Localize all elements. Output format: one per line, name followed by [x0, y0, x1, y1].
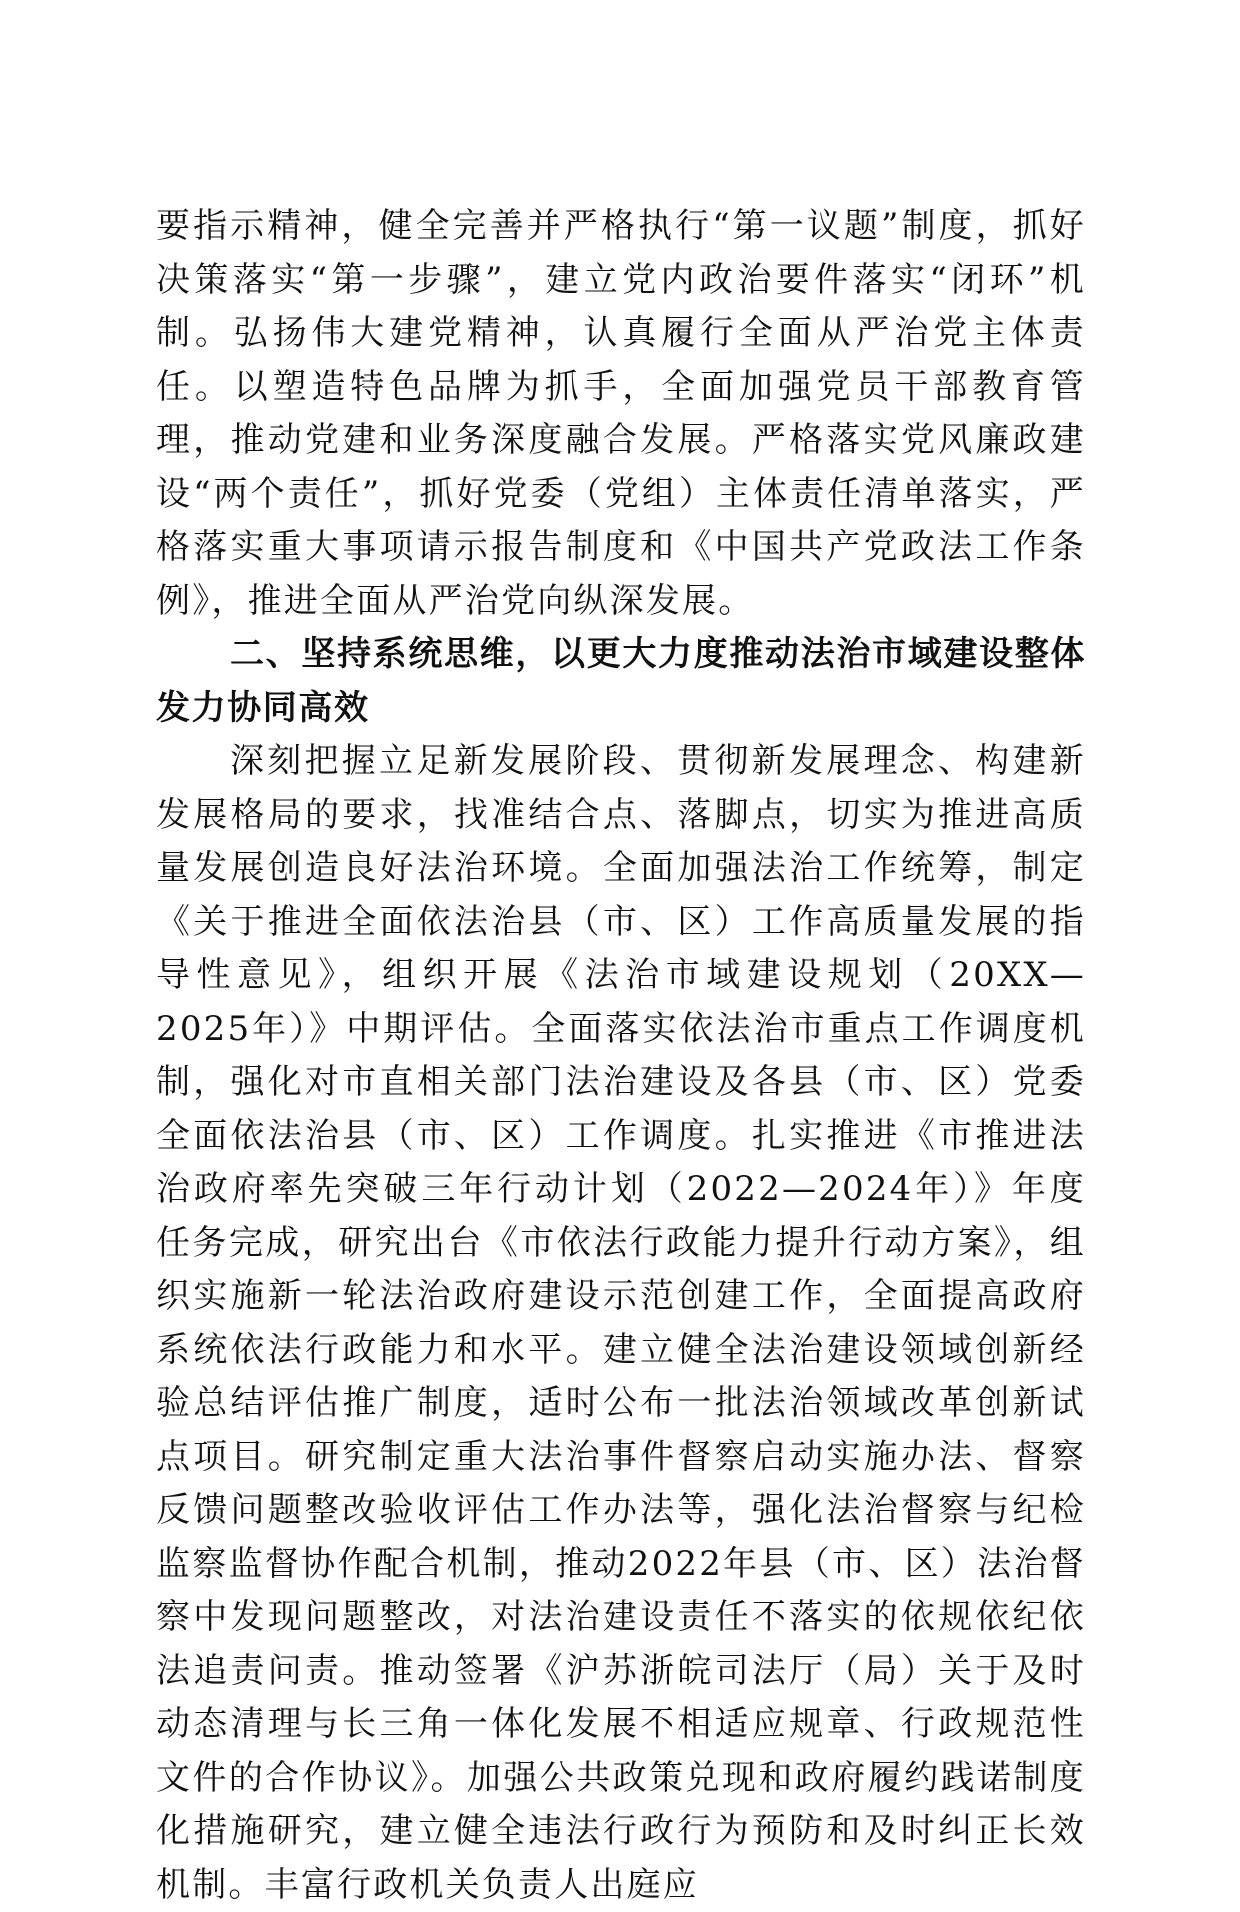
section-heading-2: 二、坚持系统思维，以更大力度推动法治市域建设整体发力协同高效 [156, 634, 1086, 728]
paragraph-party-building: 要指示精神，健全完善并严格执行“第一议题”制度，抓好决策落实“第一步骤”，建立党内政治要件落实“闭环”机制。弘扬伟大建党精神，认真履行全面从严治党主体责任。以塑造特色品牌为抓手，全面加强党员干部教育管理，推动党建和业务深度融合发展。严格落实党风廉政建设“两个责任”，抓好党委（党组）主体责任清单落实，严格落实重大事项请示报告制度和《中国共产党政法工作条例》，推进全面从严治党向纵深发展。 [156, 206, 1086, 621]
document-body [156, 200, 1086, 1912]
paragraph-rule-of-law: 深刻把握立足新发展阶段、贯彻新发展理念、构建新发展格局的要求，找准结合点、落脚点，切实为推进高质量发展创造良好法治环境。全面加强法治工作统筹，制定《关于推进全面依法治县（市、区）工作高质量发展的指导性意见》，组织开展《法治市域建设规划（20XX—2025年）》中期评估。全面落实依法治市重点工作调度机制，强化对市直相关部门法治建设及各县（市、区）党委全面依法治县（市、区）工作调度。扎实推进《市推进法治政府率先突破三年行动计划（2022—2024年）》年度任务完成，研究出台《市依法行政能力提升行动方案》，组织实施新一轮法治政府建设示范创建工作，全面提高政府系统依法行政能力和水平。建立健全法治建设领域创新经验总结评估推广制度，适时公布一批法治领域改革创新试点项目。研究制定重大法治事件督察启动实施办法、督察反馈问题整改验收评估工作办法等，强化法治督察与纪检监察监督协作配合机制，推动2022年县（市、区）法治督察中发现问题整改，对法治建设责任不落实的依规依纪依法追责问责。推动签署《沪苏浙皖司法厅（局）关于及时动态清理与长三角一体化发展不相适应规章、行政规范性文件的合作协议》。加强公共政策兑现和政府履约践诺制度化措施研究，建立健全违法行政行为预防和及时纠正长效机制。丰富行政机关负责人出庭应 [156, 741, 1086, 1905]
